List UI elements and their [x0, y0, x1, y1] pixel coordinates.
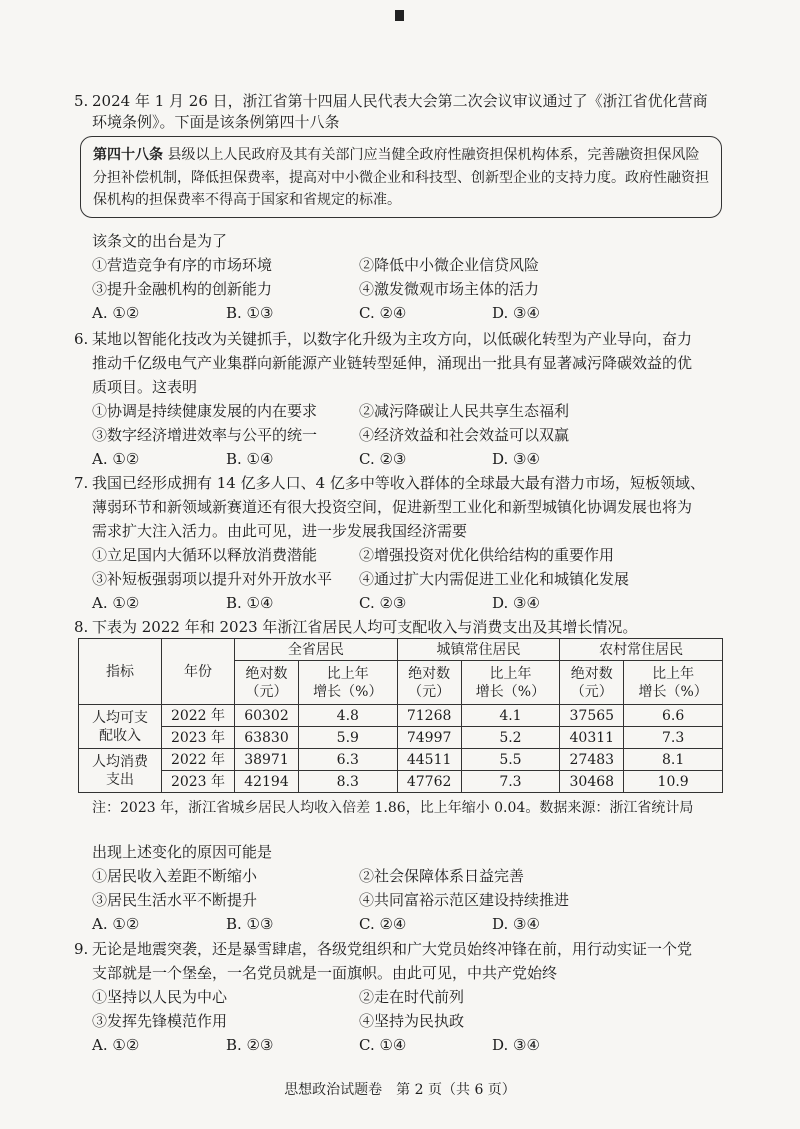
article-box: [80, 136, 722, 218]
value-cell: 6.3: [298, 749, 397, 771]
statement-1: ①营造竞争有序的市场环境: [92, 256, 273, 274]
subheader-absolute: 绝对数 （元）: [235, 661, 299, 705]
header-year: 年份: [162, 639, 235, 705]
choice-c[interactable]: C. ②③: [359, 450, 407, 468]
subheader-growth: 比上年 增长（%）: [298, 661, 397, 705]
year-cell: 2022 年: [162, 705, 235, 727]
value-cell: 27483: [560, 749, 624, 771]
statement-1: ①协调是持续健康发展的内在要求: [92, 402, 318, 420]
choice-row: [92, 449, 732, 471]
choice-b[interactable]: B. ②③: [226, 1036, 274, 1054]
statement-1: ①立足国内大循环以释放消费潜能: [92, 546, 318, 564]
statement-3: ③补短板强弱项以提升对外开放水平: [92, 570, 333, 588]
subheader-absolute: 绝对数 （元）: [397, 661, 461, 705]
header-rural: 农村常住居民: [560, 639, 723, 661]
choice-d[interactable]: D. ③④: [492, 594, 540, 612]
statement-row: [92, 866, 732, 888]
choice-c[interactable]: C. ①④: [359, 1036, 407, 1054]
statement-1: ①居民收入差距不断缩小: [92, 867, 258, 885]
statement-row: [92, 545, 732, 567]
year-cell: 2023 年: [162, 771, 235, 793]
page-footer: 思想政治试题卷 第 2 页（共 6 页）: [284, 1082, 516, 1098]
question-number: 7.: [74, 474, 89, 492]
header-indicator: 指标: [79, 639, 162, 705]
statement-2: ②增强投资对优化供给结构的重要作用: [359, 546, 615, 564]
choice-row: [92, 1035, 732, 1057]
question-text: 某地以智能化技改为关键抓手，以数字化升级为主攻方向，以低碳化转型为产业导向，奋力: [92, 330, 693, 348]
value-cell: 40311: [560, 727, 624, 749]
question-text: 质项目。这表明: [92, 378, 198, 396]
statement-2: ②走在时代前列: [359, 988, 465, 1006]
statement-3: ③发挥先锋模范作用: [92, 1012, 228, 1030]
article-title: 第四十八条: [93, 147, 163, 163]
question-text: 推动千亿级电气产业集群向新能源产业链转型延伸，涌现出一批具有显著减污降碳效益的优: [92, 354, 693, 372]
table-row: [79, 705, 723, 727]
value-cell: 7.3: [461, 771, 560, 793]
table-row: [79, 749, 723, 771]
statement-1: ①坚持以人民为中心: [92, 988, 228, 1006]
statement-row: [92, 425, 732, 447]
subheader-absolute: 绝对数 （元）: [560, 661, 624, 705]
question-text: 需求扩大注入活力。由此可见，进一步发展我国经济需要: [92, 522, 468, 540]
table-row: [79, 771, 723, 793]
statement-4: ④激发微观市场主体的活力: [359, 280, 540, 298]
statement-2: ②降低中小微企业信贷风险: [359, 256, 540, 274]
question-text: 2024 年 1 月 26 日，浙江省第十四届人民代表大会第二次会议审议通过了《浙江省优化营商: [92, 92, 708, 110]
question-stem: 该条文的出台是为了: [92, 232, 228, 250]
statement-4: ④坚持为民执政: [359, 1012, 465, 1030]
income-expenditure-table: [78, 638, 723, 793]
statement-4: ④共同富裕示范区建设持续推进: [359, 891, 570, 909]
choice-c[interactable]: C. ②③: [359, 594, 407, 612]
value-cell: 44511: [397, 749, 461, 771]
statement-3: ③提升金融机构的创新能力: [92, 280, 273, 298]
question-number: 9.: [74, 940, 89, 958]
statement-row: [92, 890, 732, 912]
year-cell: 2023 年: [162, 727, 235, 749]
value-cell: 37565: [560, 705, 624, 727]
question-number: 8.: [74, 618, 89, 636]
statement-2: ②减污降碳让人民共享生态福利: [359, 402, 570, 420]
choice-c[interactable]: C. ②④: [359, 915, 407, 933]
value-cell: 8.1: [624, 749, 723, 771]
value-cell: 4.1: [461, 705, 560, 727]
question-number: 5.: [74, 92, 89, 110]
choice-b[interactable]: B. ①④: [226, 450, 274, 468]
choice-row: [92, 593, 732, 615]
question-text: 下表为 2022 年和 2023 年浙江省居民人均可支配收入与消费支出及其增长情况。: [92, 618, 638, 636]
subheader-growth: 比上年 增长（%）: [624, 661, 723, 705]
choice-a[interactable]: A. ①②: [92, 1036, 140, 1054]
year-cell: 2022 年: [162, 749, 235, 771]
value-cell: 5.5: [461, 749, 560, 771]
choice-b[interactable]: B. ①④: [226, 594, 274, 612]
choice-b[interactable]: B. ①③: [226, 304, 274, 322]
statement-row: [92, 987, 732, 1009]
choice-a[interactable]: A. ①②: [92, 594, 140, 612]
value-cell: 8.3: [298, 771, 397, 793]
value-cell: 42194: [235, 771, 299, 793]
value-cell: 60302: [235, 705, 299, 727]
statement-4: ④经济效益和社会效益可以双赢: [359, 426, 570, 444]
choice-d[interactable]: D. ③④: [492, 1036, 540, 1054]
subheader-growth: 比上年 增长（%）: [461, 661, 560, 705]
statement-row: [92, 279, 732, 301]
value-cell: 63830: [235, 727, 299, 749]
choice-d[interactable]: D. ③④: [492, 450, 540, 468]
value-cell: 5.9: [298, 727, 397, 749]
choice-d[interactable]: D. ③④: [492, 915, 540, 933]
value-cell: 10.9: [624, 771, 723, 793]
value-cell: 4.8: [298, 705, 397, 727]
value-cell: 47762: [397, 771, 461, 793]
row-label-income: 人均可支 配收入: [79, 705, 162, 749]
statement-row: [92, 1011, 732, 1033]
statement-3: ③居民生活水平不断提升: [92, 891, 258, 909]
value-cell: 6.6: [624, 705, 723, 727]
question-text: 我国已经形成拥有 14 亿多人口、4 亿多中等收入群体的全球最大最有潜力市场，短板领域、: [92, 474, 705, 492]
table-note: 注：2023 年，浙江省城乡居民人均收入倍差 1.86，比上年缩小 0.04。数据来源：浙江省统计局: [92, 800, 694, 816]
choice-a[interactable]: A. ①②: [92, 915, 140, 933]
question-number: 6.: [74, 330, 89, 348]
row-label-spending: 人均消费 支出: [79, 749, 162, 793]
statement-row: [92, 255, 732, 277]
value-cell: 30468: [560, 771, 624, 793]
top-marker: [395, 10, 404, 21]
table-row: [79, 727, 723, 749]
header-province: 全省居民: [235, 639, 398, 661]
value-cell: 74997: [397, 727, 461, 749]
choice-c[interactable]: C. ②④: [359, 304, 407, 322]
value-cell: 7.3: [624, 727, 723, 749]
choice-a[interactable]: A. ①②: [92, 304, 140, 322]
statement-4: ④通过扩大内需促进工业化和城镇化发展: [359, 570, 630, 588]
question-text: 无论是地震突袭，还是暴雪肆虐，各级党组织和广大党员始终冲锋在前，用行动实证一个党: [92, 940, 693, 958]
value-cell: 5.2: [461, 727, 560, 749]
choice-row: [92, 303, 732, 325]
choice-row: [92, 914, 732, 936]
choice-d[interactable]: D. ③④: [492, 304, 540, 322]
statement-3: ③数字经济增进效率与公平的统一: [92, 426, 318, 444]
value-cell: 71268: [397, 705, 461, 727]
question-stem: 出现上述变化的原因可能是: [92, 843, 273, 861]
statement-row: [92, 401, 732, 423]
statement-2: ②社会保障体系日益完善: [359, 867, 525, 885]
question-text: 支部就是一个堡垒，一名党员就是一面旗帜。由此可见，中共产党始终: [92, 964, 558, 982]
header-urban: 城镇常住居民: [397, 639, 560, 661]
question-text: 环境条例》。下面是该条例第四十八条: [92, 113, 340, 131]
question-text: 薄弱环节和新领域新赛道还有很大投资空间，促进新型工业化和新型城镇化协调发展也将为: [92, 498, 693, 516]
choice-a[interactable]: A. ①②: [92, 450, 140, 468]
statement-row: [92, 569, 732, 591]
choice-b[interactable]: B. ①③: [226, 915, 274, 933]
value-cell: 38971: [235, 749, 299, 771]
article-text: 县级以上人民政府及其有关部门应当健全政府性融资担保机构体系，完善融资担保风险分担补偿机制，降低担保费率，提高对中小微企业和科技型、创新型企业的支持力度。政府性融资担保机构的担保费率不得高于国家和省规定的标准。: [93, 147, 709, 208]
